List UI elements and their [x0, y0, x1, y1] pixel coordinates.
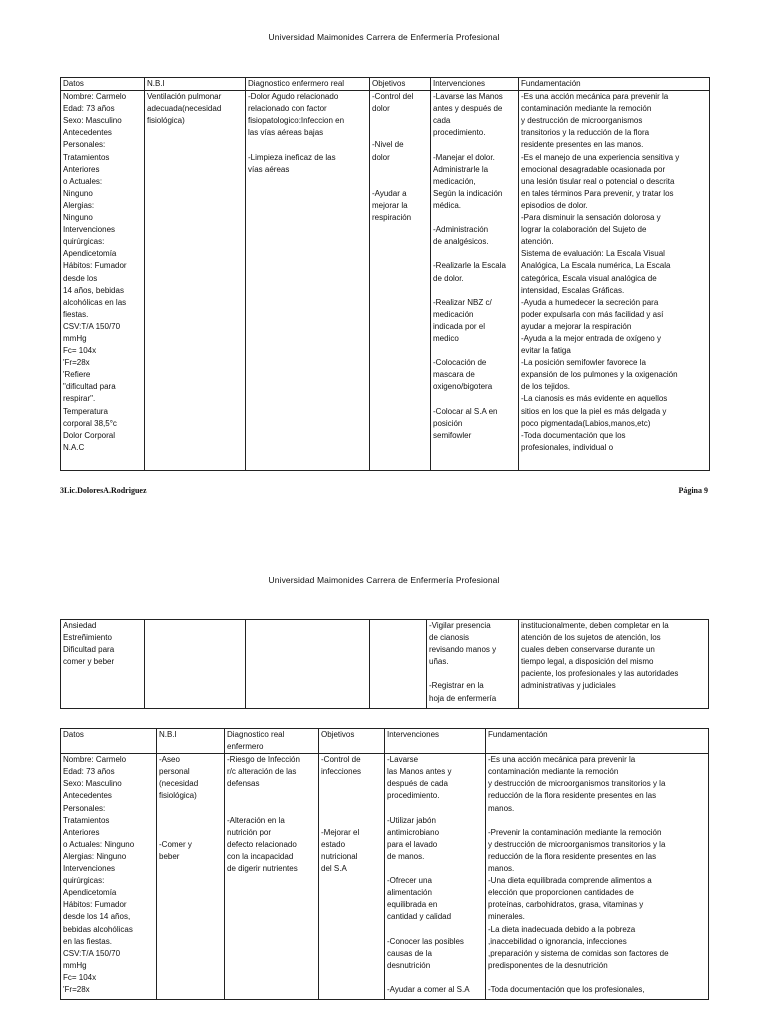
cell-objetivos: -Control del dolor -Nivel de dolor -Ayudar a mejorar la respiración [370, 91, 431, 471]
table-row [61, 620, 709, 709]
cell-intervenciones: -Lavarse las Manos antes y después de cada procedimiento. -Utilizar jabón antimicrobiano para el lavado de manos. -Ofrecer una alimentación equilibrada en cantidad y calidad -Conocer las posibles causas de la desnutrición -Ayudar a comer al S.A [385, 754, 486, 1000]
cell-intervenciones: -Lavarse las Manos antes y después de cada procedimiento. -Manejar el dolor. Administrarle la medicación, Según la indicación médica. -Administración de analgésicos. -Realizarle la Escala de dolor. -Realizar NBZ c/ medicación indicada por el medico -Colocación de mascara de oxigeno/bigotera -Colocar al S.A en posición semifowler [431, 91, 519, 471]
column-header-fundamentacion: Fundamentación [519, 78, 710, 91]
care-plan-table-respiratory [60, 77, 710, 471]
cell-fundamentacion: -Es una acción mecánica para prevenir la contaminación mediante la remoción y destrucción de microorganismos transitorios y la reducción de la flora residente presentes en las manos. -Es el manejo de una experiencia sensitiva y emocional desagradable ocasionada por una lesión tisular real o potencial o descrita en tales términos Para prevenir, y tratar los episodios de dolor. -Para disminuir la sensación dolorosa y lograr la colaboración del Sujeto de atención. Sistema de evaluación: La Escala Visual Analógica, La Escala numérica, La Escala categórica, Escala visual analógica de intensidad, Escalas Gráficas. -Ayuda a humedecer la secreción para poder expulsarla con más facilidad y así ayudar a mejorar la respiración -Ayuda a la mejor entrada de oxígeno y evitar la fatiga -La posición semifowler favorece la expansión de los pulmones y la oxigenación de los tejidos. -La cianosis es más evidente en aquellos sitios en los que la piel es más delgada y poco pigmentada(Labios,manos,etc) -Toda documentación que los profesionales, individual o [519, 91, 710, 471]
cell-datos: Nombre: Carmelo Edad: 73 años Sexo: Masculino Antecedentes Personales: Tratamientos Anteriores o Actuales: Ninguno Alergias: Ninguno Intervenciones quirúrgicas: Apendicetomía Hábitos: Fumador desde los 14 años, bebidas alcohólicas en las fiestas. CSV:T/A 150/70 mmHg Fc= 104x 'Fr=28x [61, 754, 157, 1000]
cell-diagnostico: -Riesgo de Infección r/c alteración de las defensas -Alteración en la nutrición por defecto relacionado con la incapacidad de digerir nutrientes [225, 754, 319, 1000]
cell-nbi: Ventilación pulmonar adecuada(necesidad fisiológica) [145, 91, 246, 471]
cell-datos: Ansiedad Estreñimiento Dificultad para comer y beber [61, 620, 145, 709]
footer-author: 3Lic.DoloresA.Rodriguez [60, 486, 147, 495]
table-row [61, 91, 710, 471]
cell-objetivos: -Control de infecciones -Mejorar el estado nutricional del S.A [319, 754, 385, 1000]
cell-objetivos [370, 620, 427, 709]
column-header-fundamentacion: Fundamentación [486, 729, 709, 754]
cell-intervenciones: -Vigilar presencia de cianosis revisando manos y uñas. -Registrar en la hoja de enfermería [427, 620, 519, 709]
column-header-intervenciones: Intervenciones [385, 729, 486, 754]
column-header-objetivos: Objetivos [319, 729, 385, 754]
column-header-nbi: N.B.I [145, 78, 246, 91]
column-header-intervenciones: Intervenciones [431, 78, 519, 91]
column-header-nbi: N.B.I [157, 729, 225, 754]
cell-nbi [145, 620, 246, 709]
page-header-title: Universidad Maimonides Carrera de Enfermería Profesional [268, 575, 500, 585]
cell-nbi: -Aseo personal (necesidad fisiológica) -Comer y beber [157, 754, 225, 1000]
column-header-diagnostico: Diagnostico enfermero real [246, 78, 370, 91]
table-row [61, 754, 709, 1000]
footer-page-number: Página 9 [678, 486, 708, 495]
cell-fundamentacion: institucionalmente, deben completar en la atención de los sujetos de atención, los cuales deben conservarse durante un tiempo legal, a disposición del mismo paciente, los profesionales y las autoridades administrativas y judiciales [519, 620, 709, 709]
care-plan-continuation-table [60, 619, 709, 709]
table-header-row [61, 729, 709, 754]
column-header-datos: Datos [61, 78, 145, 91]
cell-diagnostico: -Dolor Agudo relacionado relacionado con factor fisiopatologico:Infeccion en las vías aéreas bajas -Limpieza ineficaz de las vías aéreas [246, 91, 370, 471]
cell-diagnostico [246, 620, 370, 709]
cell-fundamentacion: -Es una acción mecánica para prevenir la contaminación mediante la remoción y destrucción de microorganismos transitorios y la reducción de la flora residente presentes en las manos. -Prevenir la contaminación mediante la remoción y destrucción de microorganismos transitorios y la reducción de la flora residente presentes en las manos. -Una dieta equilibrada comprende alimentos a elección que proporcionen cantidades de proteínas, carbohidratos, grasa, vitaminas y minerales. -La dieta inadecuada debido a la pobreza ,inaccebilidad o ignorancia, infecciones ,preparación y sistema de comidas son factores de predisponentes de la desnutrición -Toda documentación que los profesionales, [486, 754, 709, 1000]
column-header-datos: Datos [61, 729, 157, 754]
table-header-row [61, 78, 710, 91]
cell-datos: Nombre: Carmelo Edad: 73 años Sexo: Masculino Antecedentes Personales: Tratamientos Anteriores o Actuales: Ninguno Alergias: Ninguno Intervenciones quirúrgicas: Apendicetomía Hábitos: Fumador desde los 14 años, bebidas alcohólicas en las fiestas. CSV:T/A 150/70 mmHg Fc= 104x 'Fr=28x 'Refiere "dificultad para respirar". Temperatura corporal 38,5°c Dolor Corporal N.A.C [61, 91, 145, 471]
care-plan-table-hygiene-nutrition [60, 728, 709, 1000]
page-header-title: Universidad Maimonides Carrera de Enfermería Profesional [268, 32, 500, 42]
column-header-objetivos: Objetivos [370, 78, 431, 91]
column-header-diagnostico: Diagnostico real enfermero [225, 729, 319, 754]
